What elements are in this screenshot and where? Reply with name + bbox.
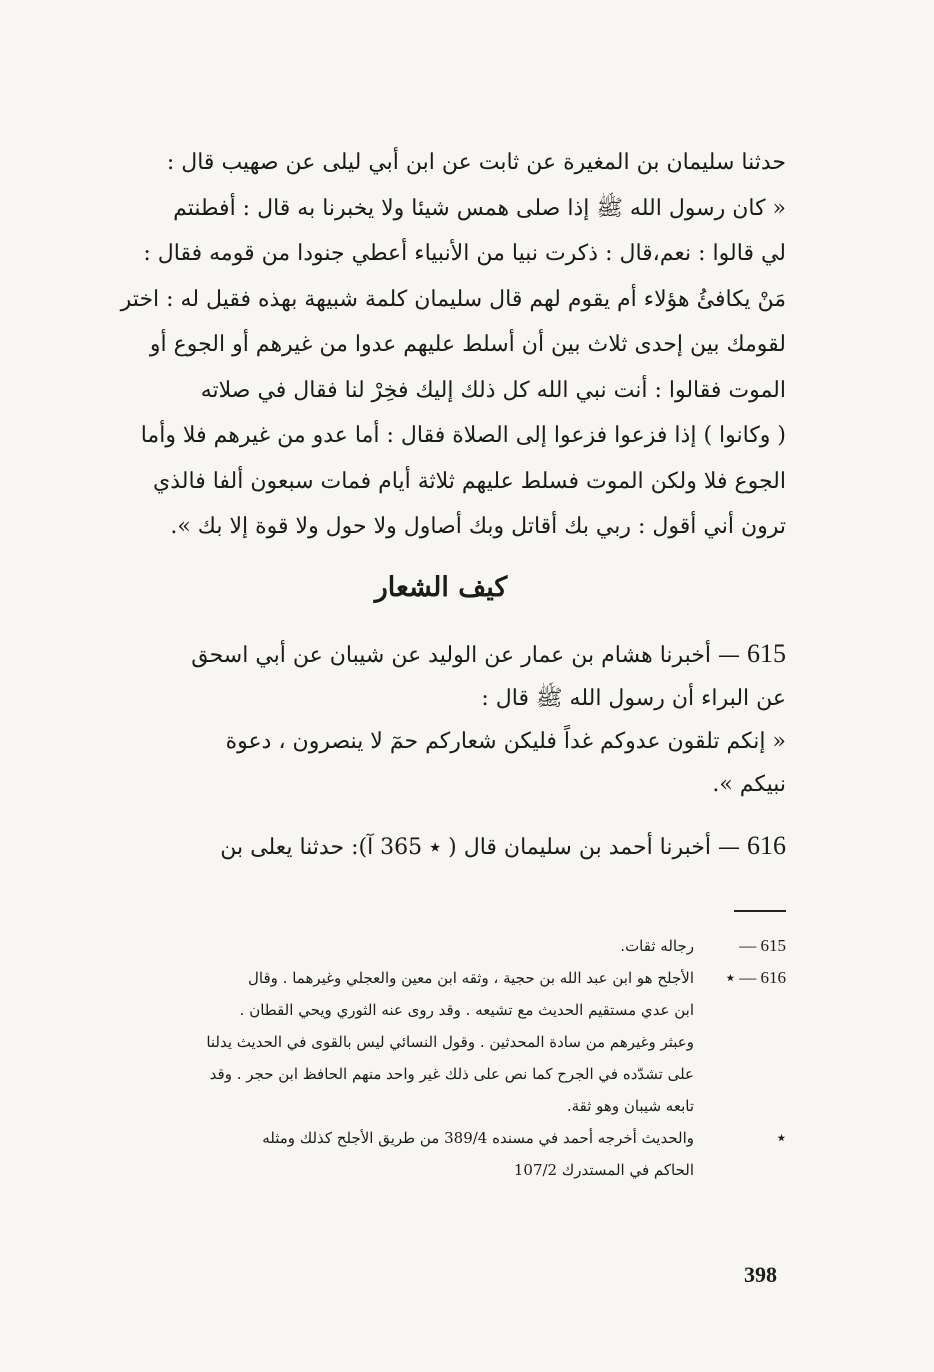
footnote-key: ٭ [776, 1128, 786, 1147]
footnotes [96, 930, 786, 1186]
text-line: لي قالوا : نعم،قال : ذكرت نبيا من الأنبياء أعطي جنودا من قومه فقال : [143, 241, 786, 266]
hadith-616 [96, 824, 786, 869]
footnote-text [96, 962, 694, 1122]
footnote-divider [734, 910, 786, 912]
text-line: الجوع فلا ولكن الموت فسلط عليهم ثلاثة أيام فمات سبعون ألفا فالذي [153, 468, 786, 494]
text-line: نبيكم ». [712, 771, 786, 797]
footnote-line: الأجلح هو ابن عبد الله بن حجية ، وثقه ابن معين والعجلي وغيرهما . وقال [248, 969, 694, 987]
text-line: « كان رسول الله ﷺ إذا صلى همس شيئا ولا يخبرنا به قال : أفطنتم [173, 195, 786, 221]
footnote-key: 615 — [739, 936, 786, 955]
footnote-line: الحاكم في المستدرك 107/2 [513, 1161, 694, 1179]
footnote-text [96, 1122, 694, 1186]
hadith-number: 616 [747, 830, 786, 860]
hadith-first-line [96, 632, 786, 677]
footnote-616 [96, 962, 786, 1122]
intro-paragraph [96, 140, 786, 550]
footnote-line: رجاله ثقات. [620, 937, 694, 955]
hadith-615 [96, 632, 786, 806]
footnote-line: تابعه شيبان وهو ثقة. [566, 1097, 694, 1115]
hadith-number: 615 [747, 638, 786, 668]
footnote-key: 616 — ٭ [725, 968, 786, 987]
text-line: — أخبرنا أحمد بن سليمان قال ( ٭ 365 آ): حدثنا يعلى بن [220, 834, 740, 860]
text-line: لقومك بين إحدى ثلاث بين أن أسلط عليهم عدوا من غيرهم أو الجوع أو [149, 332, 786, 357]
text-line: ترون أني أقول : ربي بك أقاتل وبك أصاول ولا حول ولا قوة إلا بك ». [170, 514, 786, 539]
spacer [96, 806, 786, 824]
text-line: حدثنا سليمان بن المغيرة عن ثابت عن ابن أبي ليلى عن صهيب قال : [166, 150, 786, 175]
footnote-615 [96, 930, 786, 962]
chapter-heading: كيف الشعار [374, 571, 508, 603]
footnote-616-extra [96, 1122, 786, 1186]
text-line: — أخبرنا هشام بن عمار عن الوليد عن شيبان عن أبي اسحق [191, 642, 740, 668]
text-line: عن البراء أن رسول الله ﷺ قال : [481, 685, 786, 711]
footnote-line: والحديث أخرجه أحمد في مسنده 389/4 من طريق الأجلح كذلك ومثله [262, 1129, 694, 1147]
text-line: مَنْ يكافئُ هؤلاء أم يقوم لهم قال سليمان كلمة شبيهة بهذه فقيل له : اختر [120, 286, 786, 312]
text-line: الموت فقالوا : أنت نبي الله كل ذلك إليك فخِرْ لنا فقال في صلاته [200, 377, 786, 403]
footnote-line: على تشدّده في الجرح كما نص على ذلك غير واحد منهم الحافظ ابن حجر . وقد [209, 1065, 694, 1083]
hadith-first-line [96, 824, 786, 869]
footnote-line: ابن عدي مستقيم الحديث مع تشيعه . وقد روى عنه الثوري ويحي القطان . [239, 1001, 694, 1019]
footnote-line: وعبثر وغيرهم من سادة المحدثين . وقول النسائي ليس بالقوى في الحديث يدلنا [206, 1033, 694, 1051]
footnote-text [96, 930, 694, 962]
book-page [96, 140, 786, 1300]
page-number: 398 [744, 1262, 777, 1287]
text-line: ( وكانوا ) إذا فزعوا فزعوا إلى الصلاة فقال : أما عدو من غيرهم فلا وأما [140, 423, 786, 448]
text-line: « إنكم تلقون عدوكم غداً فليكن شعاركم حمٓ لا ينصرون ، دعوة [225, 728, 786, 754]
